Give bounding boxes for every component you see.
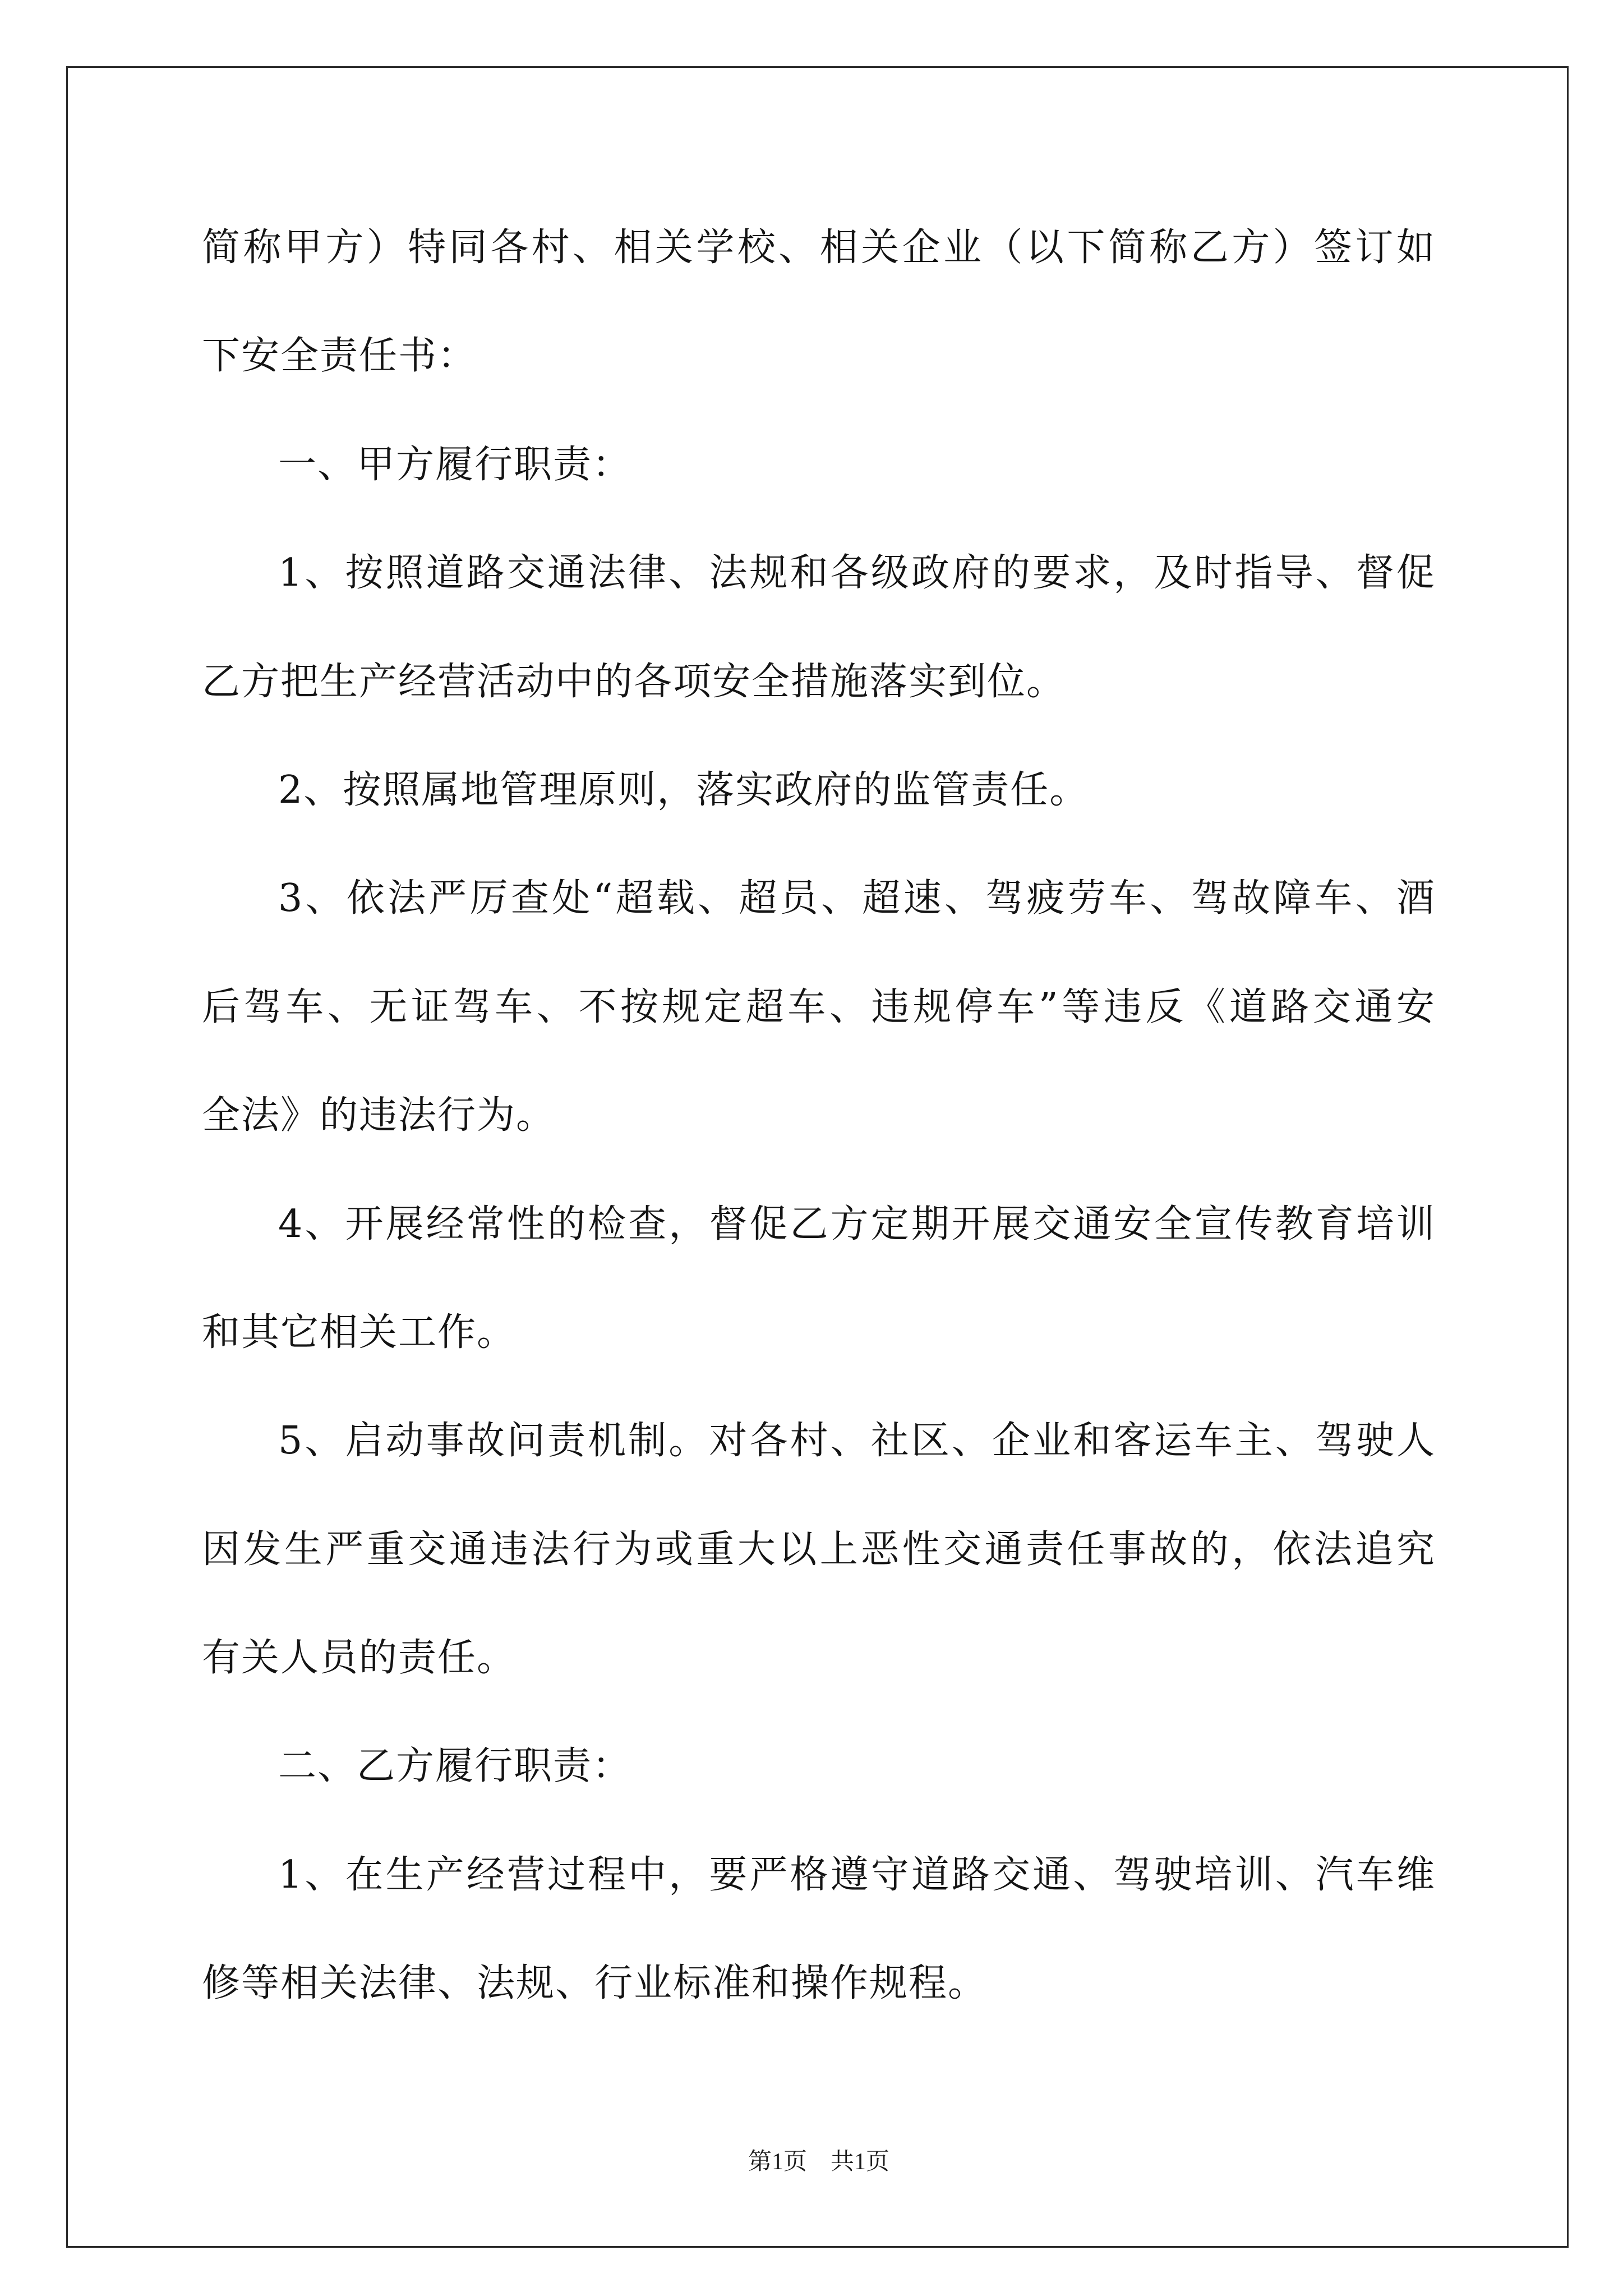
text-line: 5、启动事故问责机制。对各村、社区、企业和客运车主、驾驶人: [278, 1419, 1436, 1464]
paragraph-a-item-4: [202, 1170, 1436, 1387]
section-heading: 一、甲方履行职责：: [278, 442, 632, 487]
section-heading: 二、乙方履行职责：: [278, 1744, 632, 1789]
paragraph-a-item-5: [202, 1387, 1436, 1712]
paragraph-a-item-1: [202, 519, 1436, 736]
text-line: 修等相关法律、法规、行业标准和操作规程。: [202, 1961, 988, 2006]
text-line: 后驾车、无证驾车、不按规定超车、违规停车”等违反《道路交通安: [202, 984, 1436, 1029]
section-heading-party-b: [202, 1712, 1436, 1820]
text-line: 有关人员的责任。: [202, 1636, 517, 1681]
text-line: 因发生严重交通违法行为或重大以上恶性交通责任事故的，依法追究: [202, 1527, 1436, 1572]
text-line: 3、依法严厉查处“超载、超员、超速、驾疲劳车、驾故障车、酒: [278, 876, 1436, 921]
page-number-footer: 第1页 共1页: [748, 2149, 889, 2175]
text-line: 乙方把生产经营活动中的各项安全措施落实到位。: [202, 659, 1066, 704]
paragraph-b-item-1: [202, 1821, 1436, 2038]
paragraph-intro-continuation: [202, 194, 1436, 411]
text-line: 1、在生产经营过程中，要严格遵守道路交通、驾驶培训、汽车维: [278, 1852, 1436, 1897]
paragraph-a-item-3: [202, 844, 1436, 1170]
document-body: [202, 194, 1436, 2038]
text-line: 下安全责任书：: [202, 334, 477, 379]
section-heading-party-a: [202, 411, 1436, 519]
text-line: 2、按照属地管理原则，落实政府的监管责任。: [278, 767, 1089, 812]
text-line: 简称甲方）特同各村、相关学校、相关企业（以下简称乙方）签订如: [202, 226, 1436, 270]
text-line: 全法》的违法行为。: [202, 1093, 556, 1138]
text-line: 和其它相关工作。: [202, 1310, 517, 1355]
text-line: 4、开展经常性的检查，督促乙方定期开展交通安全宣传教育培训: [278, 1202, 1436, 1246]
text-line: 1、按照道路交通法律、法规和各级政府的要求，及时指导、督促: [278, 551, 1436, 596]
paragraph-a-item-2: [202, 736, 1436, 844]
